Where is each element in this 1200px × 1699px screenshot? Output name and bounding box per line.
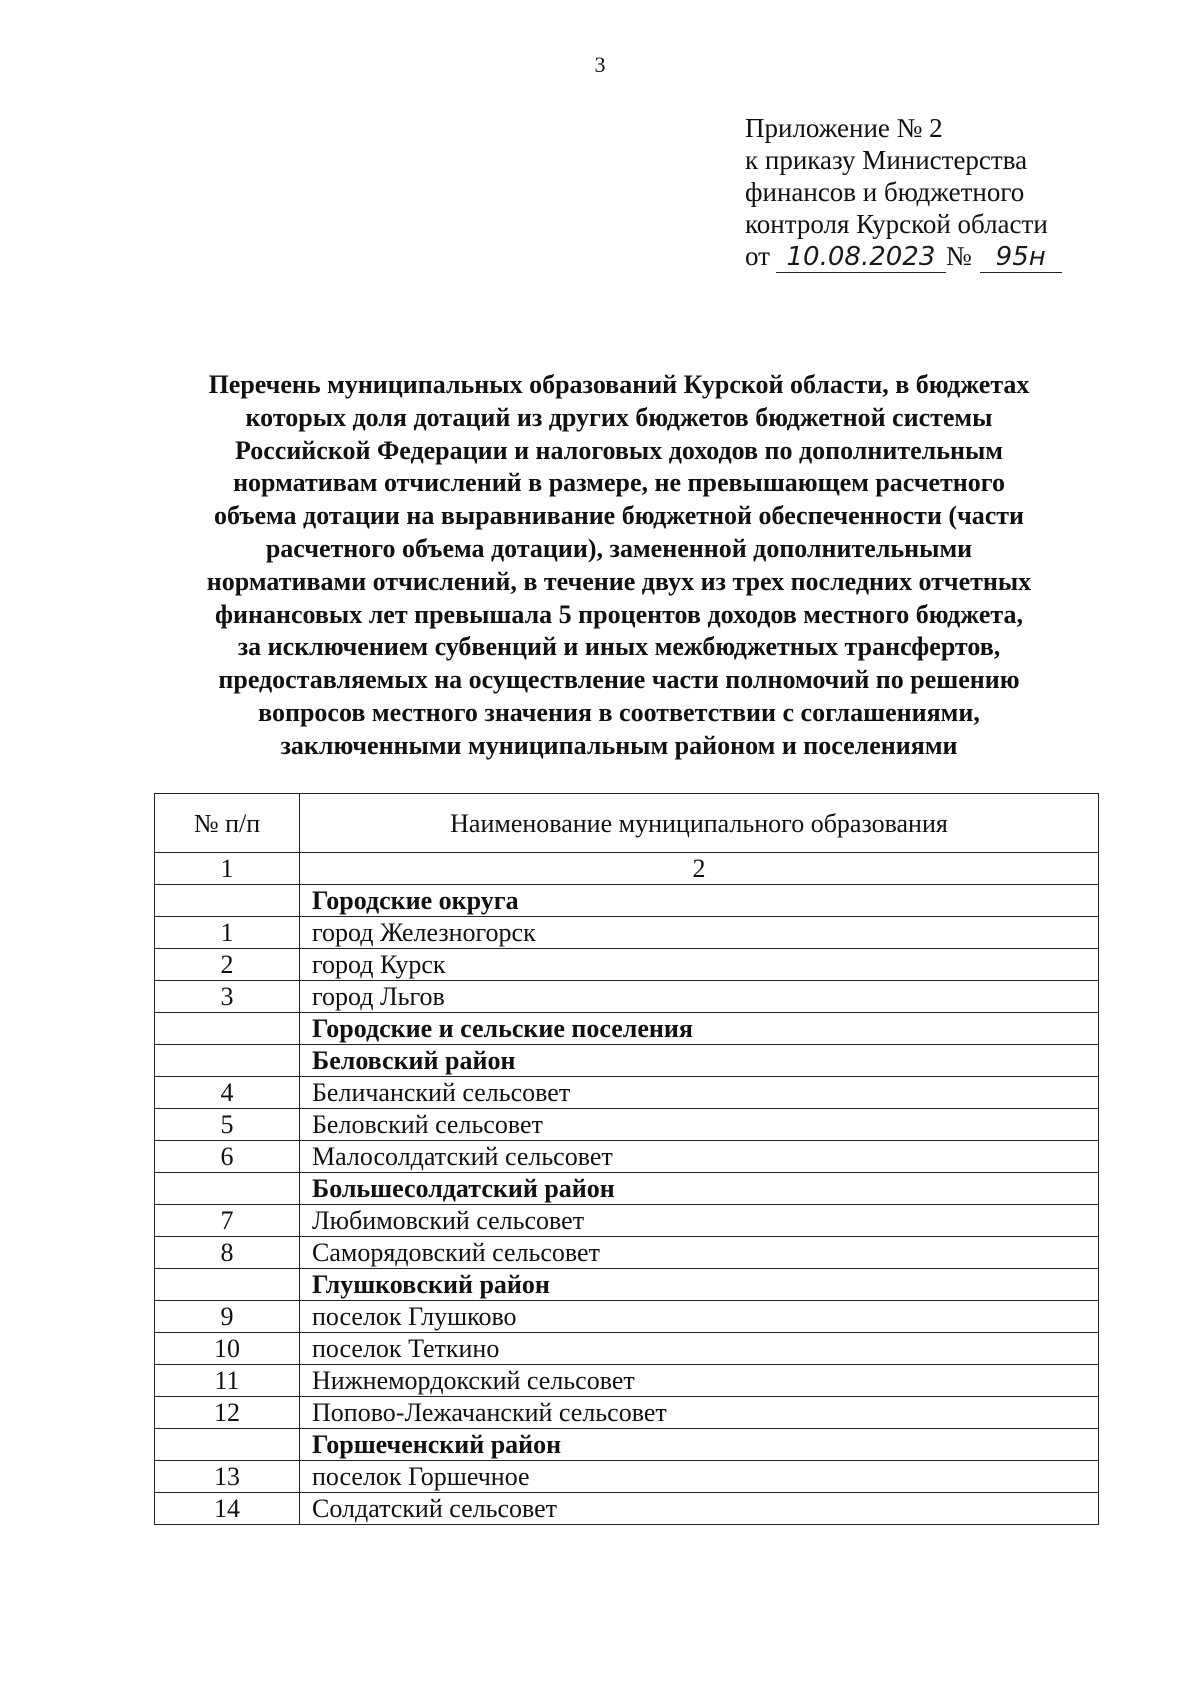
table-group-row [155,1045,1099,1077]
municipality-name-cell: Попово-Лежачанский сельсовет [300,1397,1099,1429]
table-row [155,1237,1099,1269]
title-line: нормативами отчислений, в течение двух из трех последних отчетных [206,566,1032,596]
table-row [155,1397,1099,1429]
municipality-name-cell: Нижнемордокский сельсовет [300,1365,1099,1397]
row-number-cell [155,1429,300,1461]
row-number-cell: 4 [155,1077,300,1109]
table-group-row [155,1269,1099,1301]
column-numbers-row [155,853,1099,885]
table-row [155,1205,1099,1237]
row-number-cell: 12 [155,1397,300,1429]
appendix-line: контроля Курской области [745,209,1048,239]
municipality-name-cell: поселок Теткино [300,1333,1099,1365]
handwritten-date: 10.08.2023 [776,242,946,273]
row-number-cell: 5 [155,1109,300,1141]
table-group-row [155,1429,1099,1461]
title-line: расчетного объема дотации), замененной дополнительными [265,533,973,563]
group-name-cell: Городские округа [300,885,1099,917]
municipality-name-cell: Саморядовский сельсовет [300,1237,1099,1269]
row-number-cell: 1 [155,917,300,949]
table-row [155,949,1099,981]
row-number-cell: 6 [155,1141,300,1173]
title-line: Российской Федерации и налоговых доходов по дополнительным [235,435,1003,465]
row-number-cell: 13 [155,1461,300,1493]
municipality-name-cell: город Льгов [300,981,1099,1013]
table-row [155,1365,1099,1397]
row-number-cell [155,1045,300,1077]
document-title [150,369,1088,763]
table-group-row [155,885,1099,917]
table-row [155,1333,1099,1365]
group-name-cell: Большесолдатский район [300,1173,1099,1205]
row-number-cell: 9 [155,1301,300,1333]
table-row [155,1109,1099,1141]
row-number-cell: 14 [155,1493,300,1525]
appendix-line: Приложение № 2 [745,113,943,143]
municipalities-table [154,793,1099,1525]
title-line: Перечень муниципальных образований Курской области, в бюджетах [208,370,1030,399]
row-number-cell: 2 [155,949,300,981]
table-group-row [155,1013,1099,1045]
row-number-cell: 10 [155,1333,300,1365]
title-line: за исключением субвенций и иных межбюджетных трансфертов, [237,632,1001,662]
table-row [155,1301,1099,1333]
municipality-name-cell: Беловский сельсовет [300,1109,1099,1141]
row-number-cell: 8 [155,1237,300,1269]
row-number-cell: 7 [155,1205,300,1237]
municipality-name-cell: Солдатский сельсовет [300,1493,1099,1525]
date-prefix: от [745,241,770,271]
group-name-cell: Горшеченский район [300,1429,1099,1461]
municipality-name-cell: Любимовский сельсовет [300,1205,1099,1237]
table-group-row [155,1173,1099,1205]
number-prefix: № [945,241,972,271]
table-row [155,917,1099,949]
row-number-cell: 11 [155,1365,300,1397]
row-number-cell [155,1269,300,1301]
page-number: 3 [594,52,606,77]
table-row [155,1077,1099,1109]
title-line: предоставляемых на осуществление части полномочий по решению [218,665,1020,695]
appendix-line: финансов и бюджетного [745,177,1025,207]
handwritten-order-number: 95н [980,242,1062,273]
row-number-cell [155,885,300,917]
table-header-row [155,794,1099,853]
column-number-2: 2 [300,853,1099,885]
row-number-cell [155,1173,300,1205]
row-number-cell: 3 [155,981,300,1013]
municipality-name-cell: поселок Глушково [300,1301,1099,1333]
municipality-name-cell: поселок Горшечное [300,1461,1099,1493]
title-line: вопросов местного значения в соответствии с соглашениями, [258,697,980,727]
table-row [155,1141,1099,1173]
table-row [155,1461,1099,1493]
municipality-name-cell: город Железногорск [300,917,1099,949]
title-line: финансовых лет превышала 5 процентов доходов местного бюджета, [215,599,1023,629]
table-row [155,1493,1099,1525]
municipality-name-cell: Малосолдатский сельсовет [300,1141,1099,1173]
header-name-cell: Наименование муниципального образования [300,794,1099,853]
title-line: объема дотации на выравнивание бюджетной обеспеченности (части [213,501,1025,531]
appendix-date-line [745,240,1062,274]
row-number-cell [155,1013,300,1045]
header-num-cell: № п/п [155,794,300,853]
title-line: заключенными муниципальным районом и поселениями [280,730,958,760]
title-line: которых доля дотаций из других бюджетов бюджетной системы [245,402,993,432]
group-name-cell: Городские и сельские поселения [300,1013,1099,1045]
column-number-1: 1 [155,853,300,885]
municipality-name-cell: город Курск [300,949,1099,981]
table-row [155,981,1099,1013]
group-name-cell: Глушковский район [300,1269,1099,1301]
appendix-block [745,112,1062,274]
group-name-cell: Беловский район [300,1045,1099,1077]
title-line: нормативам отчислений в размере, не превышающем расчетного [233,468,1005,498]
appendix-line: к приказу Министерства [745,145,1028,175]
municipality-name-cell: Беличанский сельсовет [300,1077,1099,1109]
